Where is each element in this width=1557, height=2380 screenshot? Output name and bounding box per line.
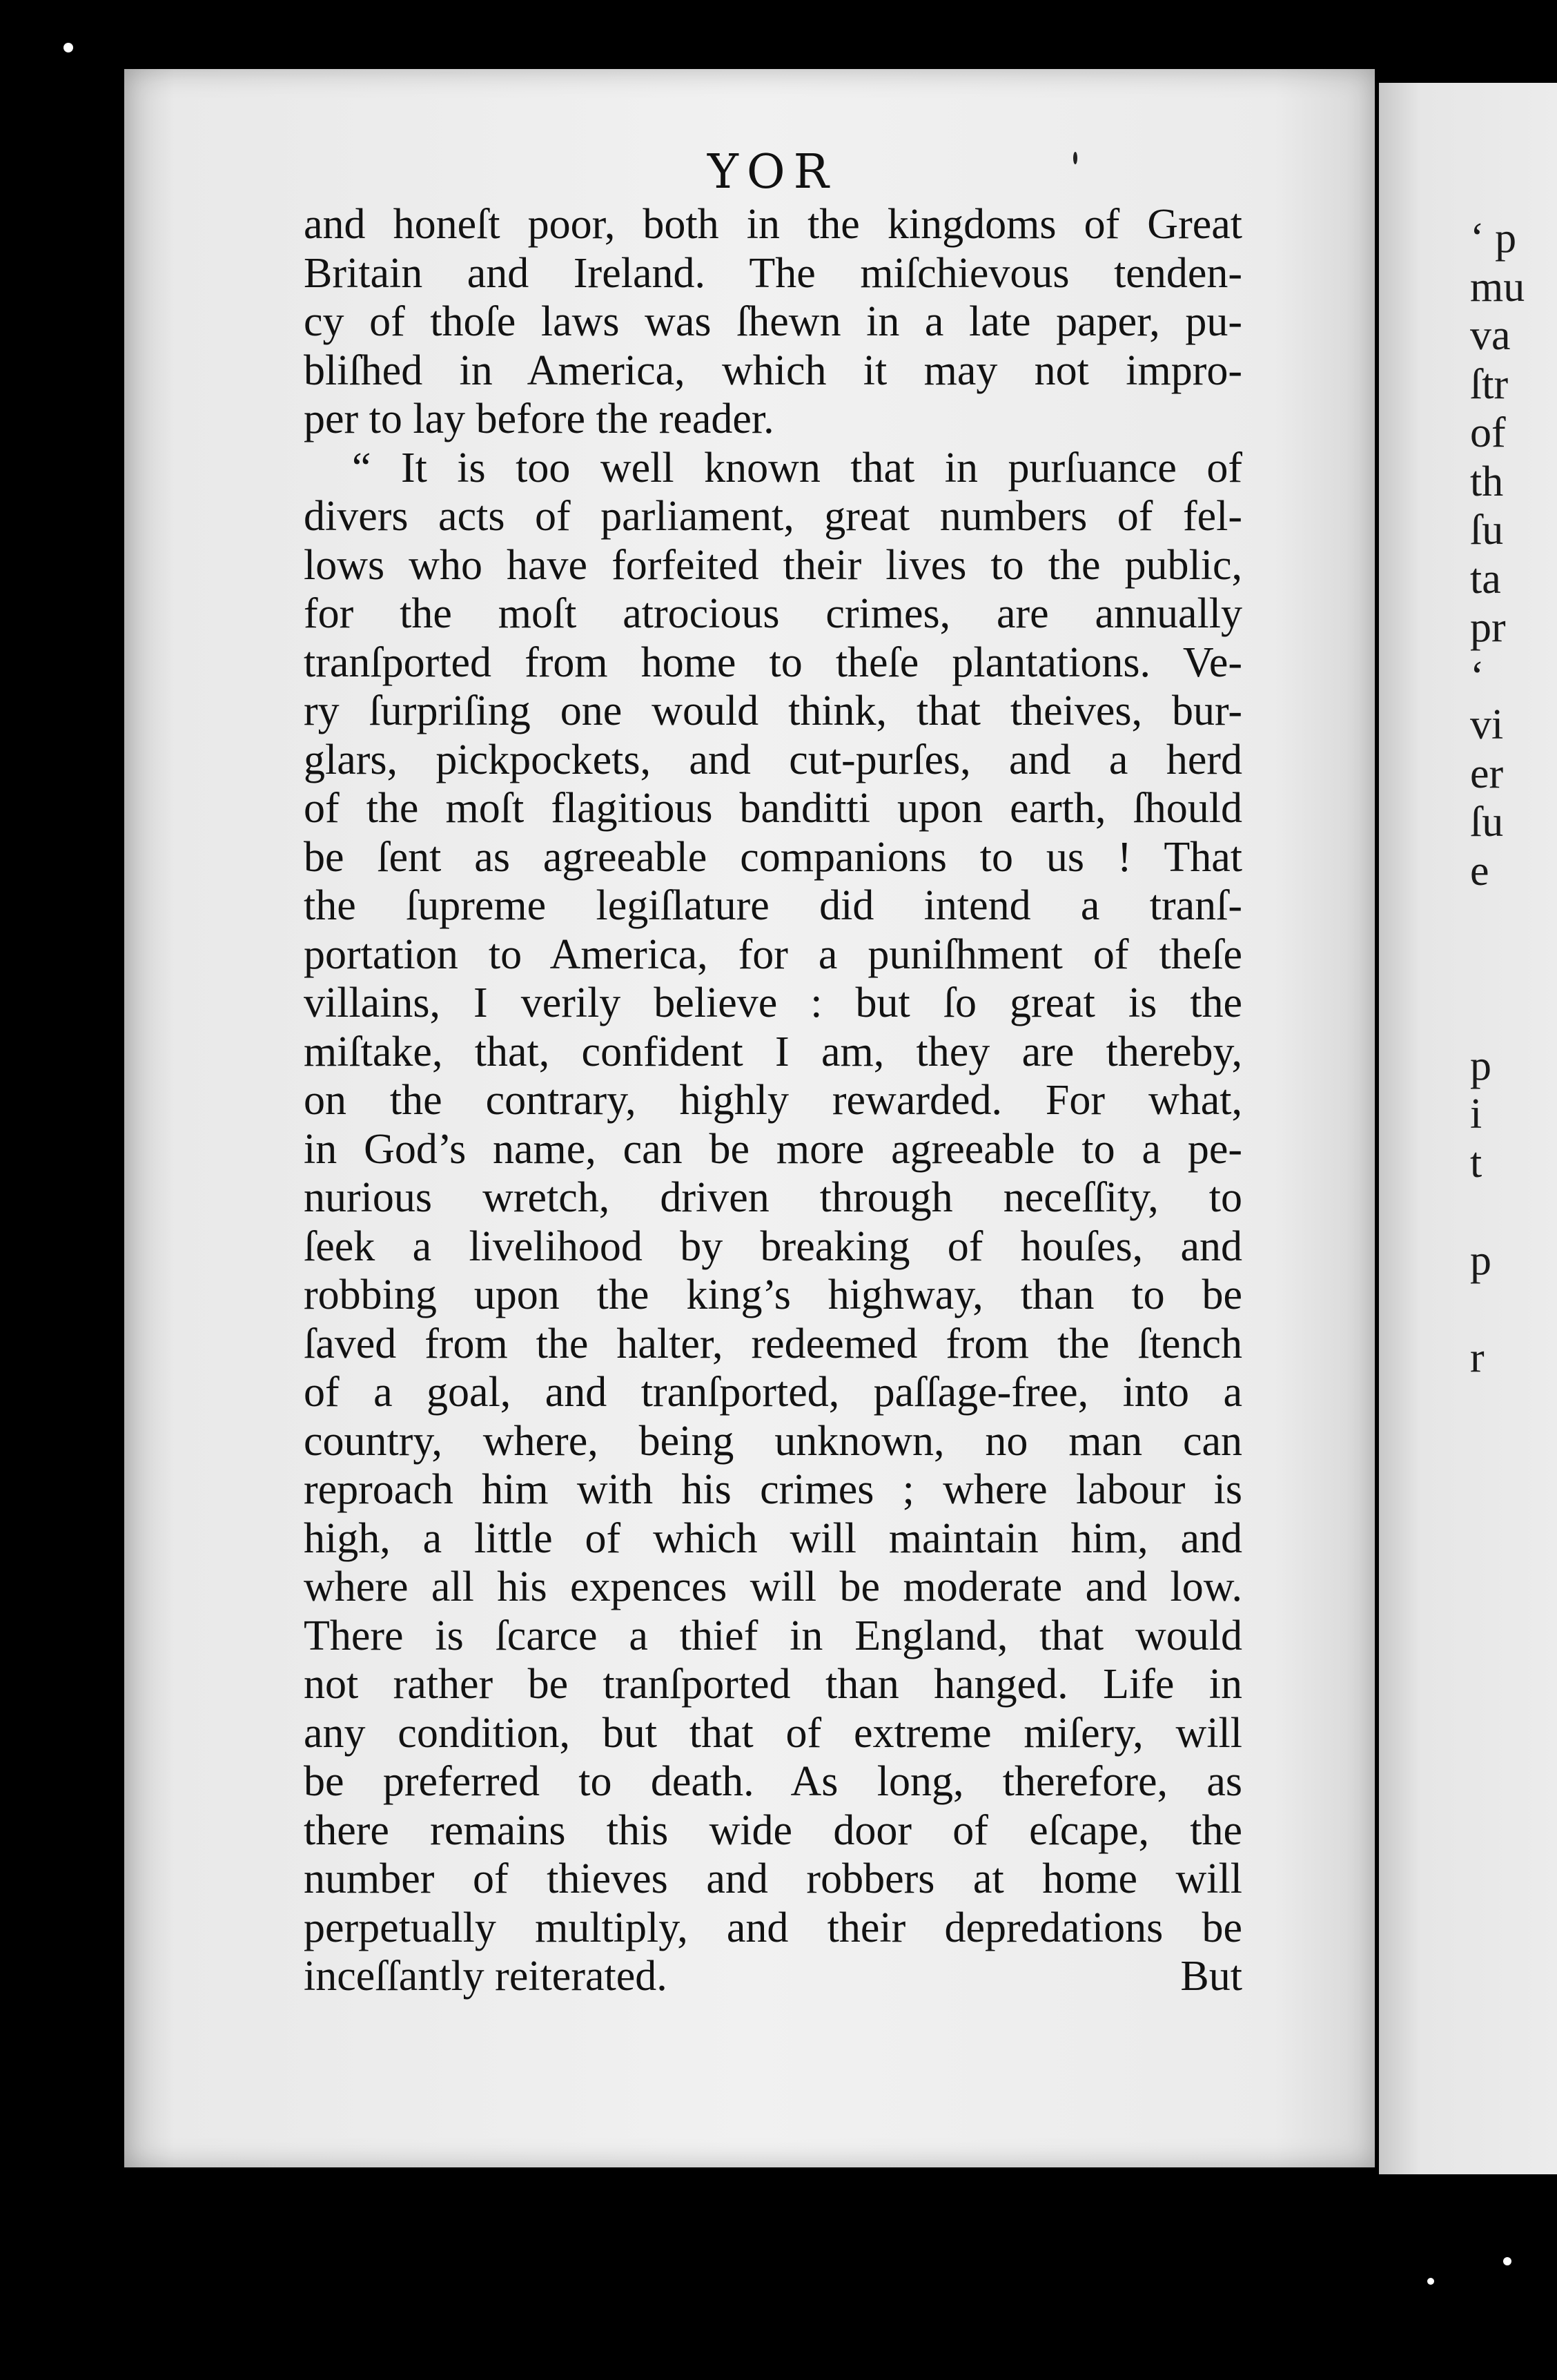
text-line: “ It is too well known that in purſuance of [352, 444, 1242, 491]
text-line: portation to America, for a puniſhment of theſe [304, 930, 1242, 978]
facing-page-fragment: ſu [1470, 799, 1504, 846]
facing-page-fragment: ‘ p [1470, 215, 1517, 262]
text-line: glars, pickpockets, and cut-purſes, and a herd [304, 736, 1242, 783]
text-line: the ſupreme legiſlature did intend a tranſ- [304, 882, 1242, 929]
text-line: not rather be tranſported than hanged. Life in [304, 1661, 1242, 1708]
text-line: there remains this wide door of eſcape, the [304, 1806, 1242, 1854]
scan-speck [1073, 152, 1077, 164]
text-line: ry ſurpriſing one would think, that theives, bur- [304, 687, 1242, 734]
text-line: of a goal, and tranſported, paſſage-free, into a [304, 1369, 1242, 1416]
facing-page-fragment [1470, 1187, 1557, 1236]
facing-page-fragment [1470, 944, 1557, 993]
text-line: divers acts of parliament, great numbers of fel- [304, 493, 1242, 540]
text-line: for the moſt atrocious crimes, are annually [304, 590, 1242, 637]
text-line: be preferred to death. As long, therefore, as [304, 1758, 1242, 1805]
text-line: perpetually multiply, and their depredations be [304, 1904, 1242, 1951]
text-line: where all his expences will be moderate and low. [304, 1563, 1242, 1610]
running-head: YOR [707, 145, 837, 199]
text-line: ſeek a livelihood by breaking of houſes, and [304, 1222, 1242, 1270]
facing-page-fragment: va [1470, 312, 1511, 359]
facing-page-fragment: ſu [1470, 507, 1504, 554]
facing-page-fragment: i [1470, 1091, 1482, 1138]
text-line: bliſhed in America, which it may not impro- [304, 347, 1242, 394]
text-line: be ſent as agreeable companions to us ! That [304, 833, 1242, 881]
text-line: number of thieves and robbers at home will [304, 1855, 1242, 1902]
facing-page-fragment: ta [1470, 555, 1501, 603]
text-line: Britain and Ireland. The miſchievous tenden- [304, 249, 1242, 297]
text-line: and honeſt poor, both in the kingdoms of Great [304, 201, 1242, 248]
text-line: There is ſcarce a thief in England, that would [304, 1612, 1242, 1659]
facing-page-fragment [1470, 1285, 1557, 1334]
text-line: nurious wretch, driven through neceſſity, to [304, 1174, 1242, 1221]
catchword: But [1180, 1953, 1242, 2000]
final-line-row [304, 1952, 1242, 2001]
text-line: any condition, but that of extreme miſery, will [304, 1709, 1242, 1757]
text-line: cy of thoſe laws was ſhewn in a late paper, pu- [304, 298, 1242, 345]
text-line: of the moſt flagitious banditti upon earth, ſhould [304, 785, 1242, 832]
body-text [304, 200, 1242, 2001]
text-line: reproach him with his crimes ; where labour is [304, 1466, 1242, 1513]
scan-speck [63, 43, 73, 52]
facing-page-fragment: vi [1470, 701, 1504, 748]
text-line: robbing upon the king’s highway, than to be [304, 1271, 1242, 1318]
facing-page-fragment: p [1470, 1236, 1491, 1284]
text-line: miſtake, that, confident I am, they are thereby, [304, 1028, 1242, 1075]
facing-page-fragment: p [1470, 1042, 1491, 1089]
facing-page-fragment: e [1470, 847, 1489, 895]
facing-page-fragment: r [1470, 1334, 1485, 1381]
facing-page-text-fragments [1470, 214, 1557, 1382]
facing-page-fragment: of [1470, 409, 1506, 456]
scan-speck [1427, 2278, 1434, 2285]
text-line: country, where, being unknown, no man can [304, 1417, 1242, 1465]
text-line: lows who have forfeited their lives to the public, [304, 541, 1242, 589]
facing-page-fragment: t [1470, 1139, 1482, 1187]
text-line: in God’s name, can be more agreeable to a pe- [304, 1125, 1242, 1173]
facing-page-fragment: th [1470, 458, 1504, 505]
text-line: high, a little of which will maintain him, and [304, 1514, 1242, 1562]
text-line: villains, I verily believe : but ſo great is the [304, 979, 1242, 1026]
text-line: on the contrary, highly rewarded. For what, [304, 1077, 1242, 1124]
facing-page-fragment [1470, 895, 1557, 944]
text-line: tranſported from home to theſe plantations. Ve- [304, 638, 1242, 686]
facing-page-fragment [1470, 993, 1557, 1042]
facing-page-fragment: ‘ [1470, 652, 1485, 700]
facing-page-fragment: er [1470, 750, 1504, 797]
scan-speck [1503, 2257, 1511, 2265]
facing-page-fragment: pr [1470, 604, 1506, 651]
text-line: ſaved from the halter, redeemed from the ſtench [304, 1320, 1242, 1367]
final-text-line: inceſſantly reiterated. [304, 1953, 667, 2000]
facing-page-fragment: mu [1470, 263, 1525, 311]
facing-page-fragment: ſtr [1470, 360, 1509, 408]
text-line: per to lay before the reader. [304, 396, 774, 442]
